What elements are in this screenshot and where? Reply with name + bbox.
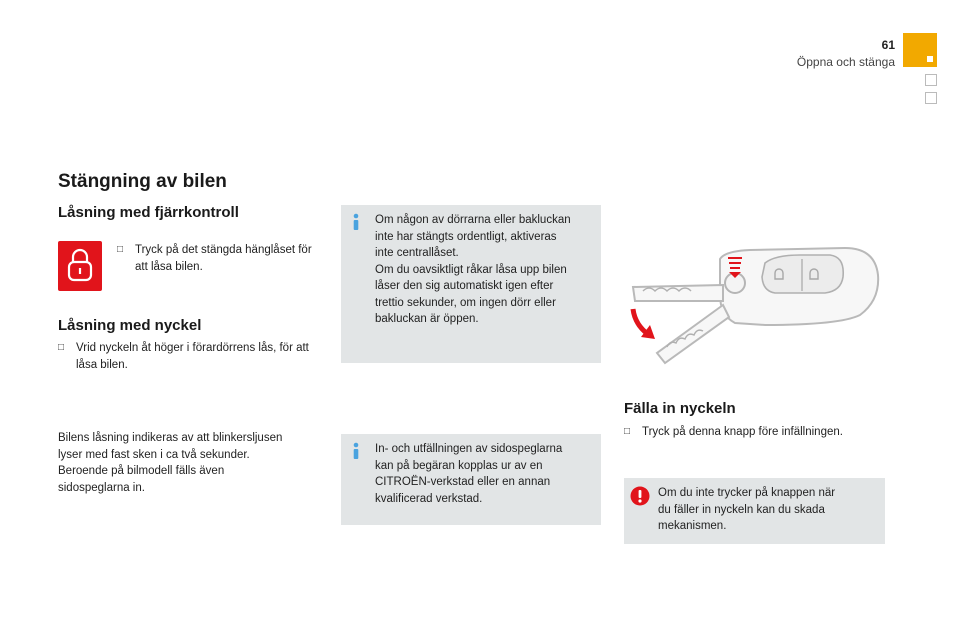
checkbox-bullet-icon: □ <box>58 342 65 353</box>
warning-icon <box>630 486 650 506</box>
section-heading-remote: Låsning med fjärrkontroll <box>58 204 239 221</box>
padlock-icon <box>58 241 102 291</box>
info-text: Om någon av dörrarna eller bakluckan inte har stängts ordentligt, aktiveras inte centrallåset. Om du oavsiktligt råkar låsa upp bilen låser den sig automatiskt igen efter trettio sekunder, om ingen dörr eller bakluckan är öppen. <box>375 214 571 325</box>
bullet-remote <box>117 242 317 275</box>
bullet-text: Tryck på denna knapp före infällningen. <box>642 426 843 438</box>
bullet-text: Vrid nyckeln åt höger i förardörrens lås, för att låsa bilen. <box>76 342 309 371</box>
section-heading-key: Låsning med nyckel <box>58 317 202 334</box>
chapter-title: Öppna och stänga <box>796 55 895 69</box>
warning-text: Om du inte trycker på knappen när du fäller in nyckeln kan du skada mekanismen. <box>658 487 836 532</box>
info-icon <box>348 213 364 231</box>
checkbox-bullet-icon: □ <box>117 244 124 255</box>
checkbox-bullet-icon: □ <box>624 426 631 437</box>
folding-key-icon <box>625 245 880 370</box>
chapter-tab <box>925 92 937 104</box>
bullet-fold <box>624 424 894 441</box>
bullet-key <box>58 340 320 373</box>
chapter-tab-active <box>903 33 937 67</box>
info-box-mirrors <box>341 434 601 525</box>
section-heading-fold: Fälla in nyckeln <box>624 400 736 417</box>
page-title: Stängning av bilen <box>58 171 227 192</box>
info-icon <box>348 442 364 460</box>
locking-indication-text: Bilens låsning indikeras av att blinkersljusen lyser med fast sken i ca två sekunder. Beroende på bilmodell fälls även sidospeglarna in. <box>58 432 283 494</box>
info-text: In- och utfällningen av sidospeglarna kan på begäran kopplas ur av en CITROËN-verkstad eller en annan kvalificerad verkstad. <box>375 443 563 505</box>
page-number: 61 <box>881 38 895 52</box>
chapter-tab <box>925 74 937 86</box>
info-box-central-locking <box>341 205 601 363</box>
warning-box <box>624 478 885 544</box>
bullet-text: Tryck på det stängda hänglåset för att låsa bilen. <box>135 244 312 273</box>
